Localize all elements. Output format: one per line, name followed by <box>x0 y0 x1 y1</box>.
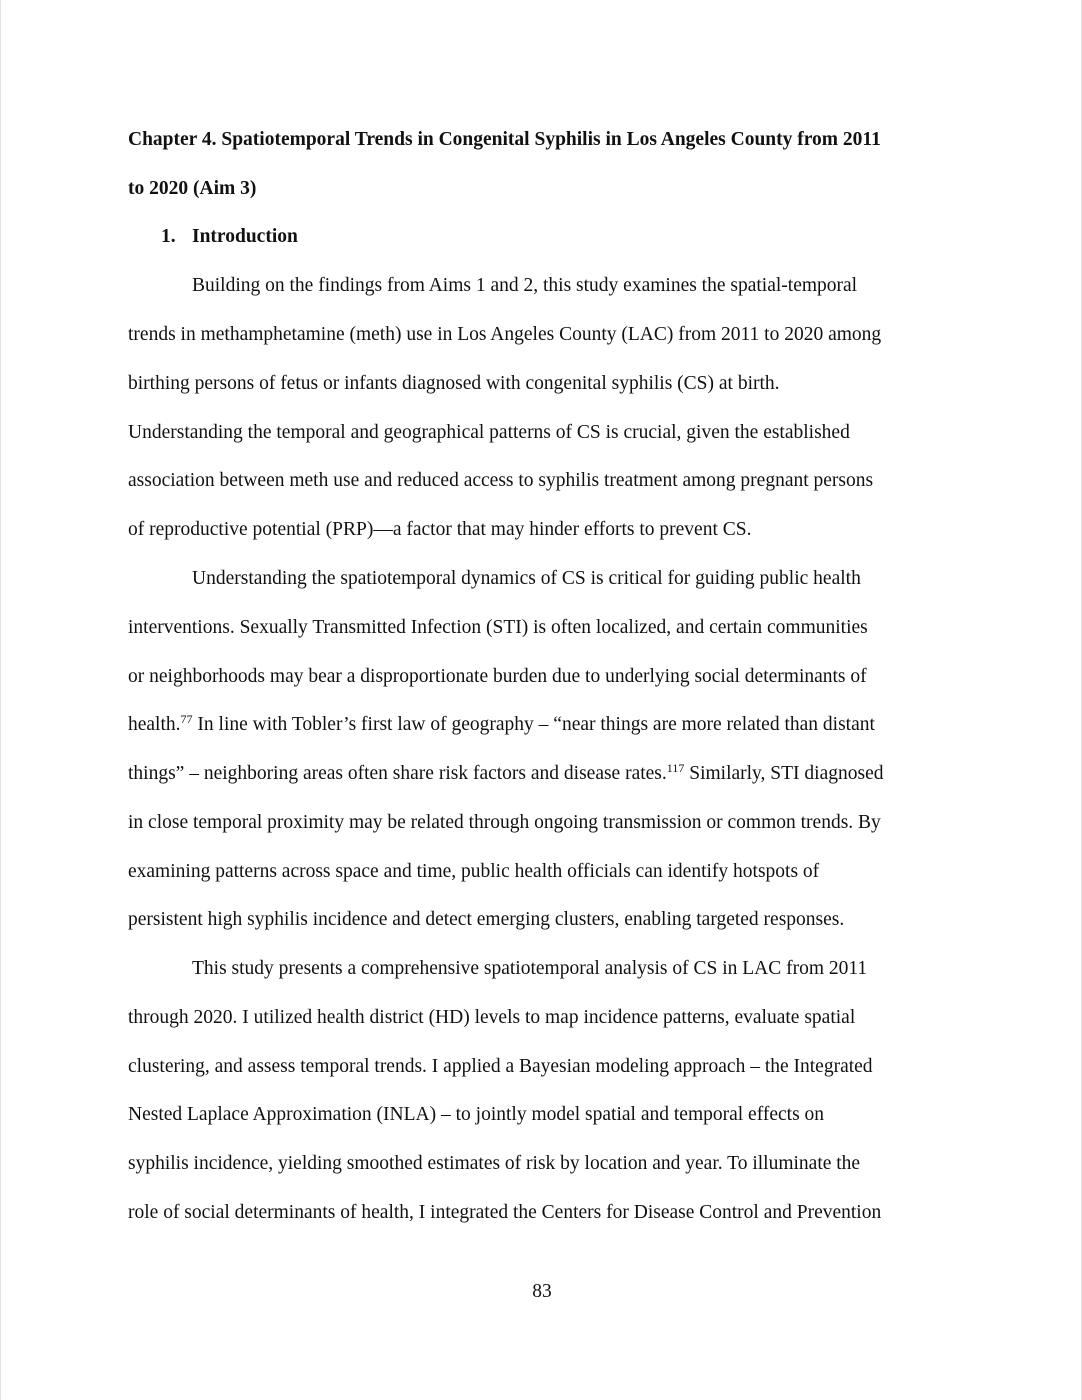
paragraph-2-line-1: Understanding the spatiotemporal dynamics of CS is critical for guiding public health <box>192 568 861 589</box>
paragraph-2-line-7: examining patterns across space and time, public health officials can identify hotspots of <box>128 861 820 882</box>
section-number: 1. <box>161 226 176 247</box>
footnote-ref-77: 77 <box>180 712 193 726</box>
paragraph-2-line-4-start: health. <box>128 714 181 735</box>
paragraph-2-line-3: or neighborhoods may bear a disproportionate burden due to underlying social determinants of <box>128 666 867 687</box>
paragraph-2-line-2: interventions. Sexually Transmitted Infection (STI) is often localized, and certain communities <box>128 617 868 638</box>
section-title: Introduction <box>192 226 298 247</box>
page-number: 83 <box>532 1281 552 1302</box>
paragraph-1-line-3: birthing persons of fetus or infants diagnosed with congenital syphilis (CS) at birth. <box>128 373 780 394</box>
paragraph-1-line-2: trends in methamphetamine (meth) use in Los Angeles County (LAC) from 2011 to 2020 among <box>128 324 882 345</box>
chapter-title-line-1: Chapter 4. Spatiotemporal Trends in Congenital Syphilis in Los Angeles County from 2011 <box>128 129 881 150</box>
paragraph-2-line-5 <box>128 762 883 787</box>
paragraph-2-line-5-start: things” – neighboring areas often share risk factors and disease rates. <box>128 763 667 784</box>
paragraph-3-line-3: clustering, and assess temporal trends. I applied a Bayesian modeling approach – the Integrated <box>128 1056 873 1077</box>
paragraph-3-line-1: This study presents a comprehensive spatiotemporal analysis of CS in LAC from 2011 <box>192 958 868 979</box>
paragraph-1-line-6: of reproductive potential (PRP)—a factor that may hinder efforts to prevent CS. <box>128 519 752 540</box>
paragraph-2-line-5-end: Similarly, STI diagnosed <box>684 763 884 784</box>
footnote-ref-117: 117 <box>666 761 685 775</box>
chapter-title-line-2: to 2020 (Aim 3) <box>128 178 257 199</box>
paragraph-3-line-6: role of social determinants of health, I integrated the Centers for Disease Control and Prevention <box>128 1202 882 1223</box>
paragraph-2-line-8: persistent high syphilis incidence and detect emerging clusters, enabling targeted responses. <box>128 909 845 930</box>
paragraph-1-line-4: Understanding the temporal and geographical patterns of CS is crucial, given the established <box>128 422 850 443</box>
paragraph-1-line-5: association between meth use and reduced access to syphilis treatment among pregnant persons <box>128 470 874 491</box>
paragraph-1-line-1: Building on the findings from Aims 1 and 2, this study examines the spatial-temporal <box>192 275 858 296</box>
paragraph-2-line-6: in close temporal proximity may be related through ongoing transmission or common trends. By <box>128 812 881 833</box>
paragraph-3-line-5: syphilis incidence, yielding smoothed estimates of risk by location and year. To illuminate the <box>128 1153 861 1174</box>
paragraph-2-line-4 <box>128 713 875 738</box>
paragraph-2-line-4-end: In line with Tobler’s first law of geography – “near things are more related than distant <box>192 714 875 735</box>
paragraph-3-line-4: Nested Laplace Approximation (INLA) – to jointly model spatial and temporal effects on <box>128 1104 825 1125</box>
paragraph-3-line-2: through 2020. I utilized health district (HD) levels to map incidence patterns, evaluate spatial <box>128 1007 856 1028</box>
